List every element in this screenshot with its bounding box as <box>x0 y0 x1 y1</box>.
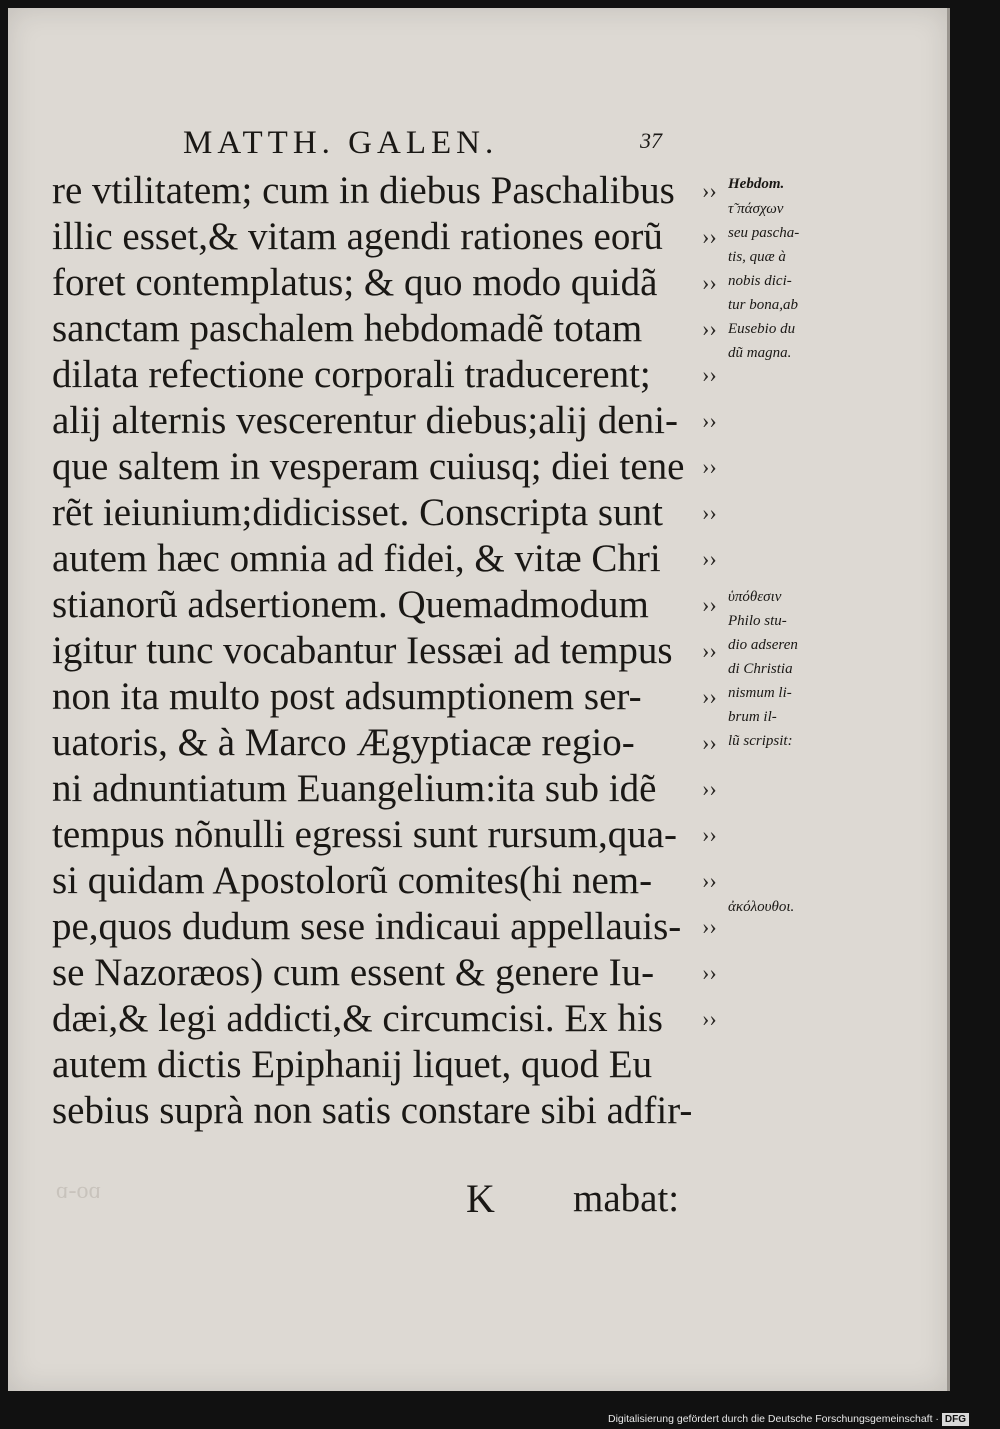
margin-note-line: brum il- <box>728 709 777 725</box>
quote-mark: ›› <box>702 408 717 433</box>
text-line: rẽt ieiunium;didicisset. Conscripta sunt <box>52 491 663 534</box>
text-line: non ita multo post adsumptionem ser- <box>52 675 642 718</box>
margin-note-line: Hebdom. <box>728 176 785 192</box>
text-line: autem hæc omnia ad fidei, & vitæ Chri <box>52 537 661 580</box>
text-line: pe,quos dudum sese indicaui appellauis- <box>52 905 682 948</box>
quote-mark: ›› <box>702 776 717 801</box>
margin-note-line: Eusebio du <box>728 321 796 337</box>
quote-mark: ›› <box>702 224 717 249</box>
margin-note-line: di Christia <box>728 661 793 677</box>
text-line: foret contemplatus; & quo modo quidã <box>52 261 658 304</box>
quote-mark: ›› <box>702 684 717 709</box>
margin-note-line: dio adseren <box>728 637 798 653</box>
text-line: alij alternis vescerentur diebus;alij deni- <box>52 399 678 442</box>
footer-credit <box>608 1411 998 1427</box>
folio-number: 37 <box>640 128 662 153</box>
margin-note-line: ἀκόλουθοι. <box>728 899 795 915</box>
quote-mark: ›› <box>702 546 717 571</box>
quote-mark: ›› <box>702 362 717 387</box>
margin-note-line: tur bona,ab <box>728 297 799 313</box>
text-line: igitur tunc vocabantur Iessæi ad tempus <box>52 629 673 672</box>
catchword: mabat: <box>573 1177 680 1220</box>
margin-note-line: tis, quæ à <box>728 249 786 265</box>
page-edge <box>947 8 950 1391</box>
quote-mark: ›› <box>702 454 717 479</box>
text-line: sebius suprà non satis constare sibi adfir- <box>52 1089 692 1132</box>
quote-mark: ›› <box>702 960 717 985</box>
text-line: ni adnuntiatum Euangelium:ita sub idẽ <box>52 767 657 810</box>
margin-note-line: nismum li- <box>728 685 792 701</box>
quote-mark: ›› <box>702 316 717 341</box>
quote-mark: ›› <box>702 178 717 203</box>
margin-note-line: nobis dici- <box>728 273 792 289</box>
signature-mark: K <box>466 1176 495 1221</box>
margin-note-line: ὑπόθεσιν <box>728 589 782 605</box>
running-head: MATTH. GALEN. <box>183 125 499 161</box>
margin-note-line: Philo stu- <box>728 613 787 629</box>
text-line: stianorũ adsertionem. Quemadmodum <box>52 583 649 626</box>
text-line: tempus nõnulli egressi sunt rursum,qua- <box>52 813 678 856</box>
text-line: que saltem in vesperam cuiusq; diei tene <box>52 445 685 488</box>
text-line: dæi,& legi addicti,& circumcisi. Ex his <box>52 997 663 1040</box>
page-header <box>183 120 703 166</box>
margin-note-line: τ̃ πάσχων <box>728 201 784 217</box>
text-line: si quidam Apostolorũ comites(hi nem- <box>52 859 653 902</box>
text-line: sanctam paschalem hebdomadẽ totam <box>52 307 643 350</box>
text-line: uatoris, & à Marco Ægyptiacæ regio- <box>52 721 635 764</box>
quote-mark: ›› <box>702 1006 717 1031</box>
text-line: re vtilitatem; cum in diebus Paschalibus <box>52 169 675 212</box>
text-line: illic esset,& vitam agendi rationes eorũ <box>52 215 663 258</box>
text-line: autem dictis Epiphanij liquet, quod Eu <box>52 1043 653 1086</box>
margin-note-line: lũ scripsit: <box>728 733 793 749</box>
quote-mark: ›› <box>702 270 717 295</box>
quote-mark: ›› <box>702 592 717 617</box>
library-stamp: ɒo-ɒ <box>56 1178 102 1204</box>
text-line: se Nazoræos) cum essent & genere Iu- <box>52 951 655 994</box>
quote-mark: ›› <box>702 914 717 939</box>
quote-mark: ›› <box>702 822 717 847</box>
footer-text: Digitalisierung gefördert durch die Deutsche Forschungsgemeinschaft · <box>608 1413 939 1425</box>
quote-mark: ›› <box>702 638 717 663</box>
quote-mark: ›› <box>702 730 717 755</box>
dfg-logo: DFG <box>942 1413 969 1426</box>
quote-mark: ›› <box>702 500 717 525</box>
book-page <box>8 8 948 1391</box>
text-line: dilata refectione corporali traducerent; <box>52 353 651 396</box>
quote-mark: ›› <box>702 868 717 893</box>
margin-note-line: seu pascha- <box>728 225 800 241</box>
margin-note-line: dũ magna. <box>728 345 792 361</box>
